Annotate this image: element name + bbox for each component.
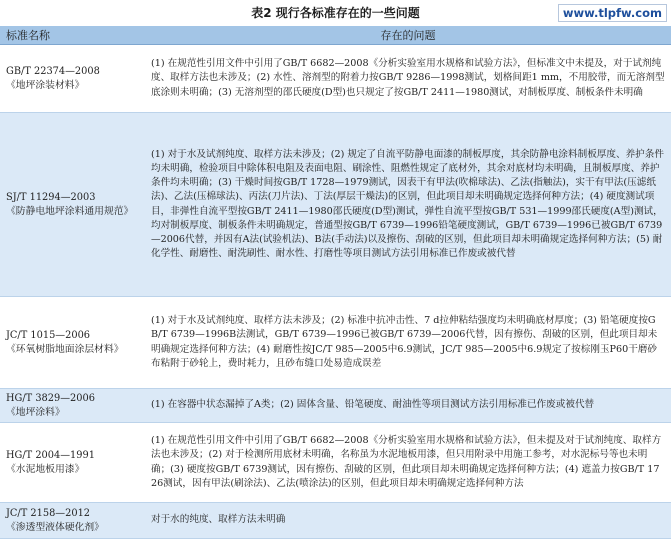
issues-cell: (1) 对于水及试剂纯度、取样方法未涉及；(2) 规定了自流平防静电面漆的制板厚度，其余防静电涂料制板厚度、养护条件均未明确，检验项目中除体积电阻及表面电阻、刷涂性、阻燃性规定了底材外，其余对底材均未明确，且制板厚度、养护条件均未明确；(3) 干燥时间按GB/T 1728—1979测试，因表干有甲法(吹棉球法)、乙法(指触法)，实干有甲法(压滤纸法)、乙法(压棉球法)、丙法(刀片法)、丁法(厚层干燥法)的区别，但此项目却未明确规定选择何种方法；(4) 硬度测试项目，非弹性自流平型按GB/T 2411—1980邵氏硬度(D型)测试，弹性自流平型按GB/T 531—1999邵氏硬度(A型)测试，均对制板厚度、制板条件未明确规定，普通型按GB/T 6739—1996铅笔硬度测试，GB/T 6739—1996已被GB/T 6739—2006代替，并因有A法(试验机法)、B法(手动法)以及擦伤、刮破的区别，但此项目却未明确规定选择何种方法；(5) 耐化学性、耐磨性、耐洗刷性、耐水性、打磨性等项目测试方法引用标准已作废或被代替 (145, 113, 671, 297)
table-row (0, 45, 671, 113)
table-caption: 表2 现行各标准存在的一些问题 (251, 6, 420, 20)
standard-code: GB/T 22374—2008 (6, 65, 100, 77)
table-row (0, 113, 671, 297)
standard-name-cell (0, 113, 145, 297)
header-issues: 存在的问题 (145, 26, 671, 45)
standard-title: 《地坪涂料》 (6, 406, 65, 418)
table-row (0, 503, 671, 539)
standard-title: 《渗透型液体硬化剂》 (6, 521, 104, 533)
issues-cell: (1) 在规范性引用文件中引用了GB/T 6682—2008《分析实验室用水规格和试验方法》，但未提及对于试剂纯度、取样方法也未涉及；(2) 对于检测所用底材未明确，名称虽为水泥地板用漆，但只用附录中用施工参考，对水泥标号等也未明确；(3) 硬度按GB/T 6739测试，因有擦伤、刮破的区别，但此项目却未明确规定选择何种方法；(4) 遮盖力按GB/T 1726测试，因有甲法(刷涂法)、乙法(喷涂法)的区别，但此项目却未明确规定选择何种方法 (145, 423, 671, 503)
standard-code: HG/T 3829—2006 (6, 392, 95, 404)
issues-cell: 对于水的纯度、取样方法未明确 (145, 503, 671, 539)
issues-cell: (1) 在容器中状态漏掉了A类；(2) 固体含量、铅笔硬度、耐油性等项目测试方法引用标准已作废或被代替 (145, 389, 671, 423)
standard-code: JC/T 2158—2012 (6, 507, 91, 519)
standard-code: JC/T 1015—2006 (6, 329, 91, 341)
table-row (0, 423, 671, 503)
table-row (0, 297, 671, 389)
standards-issues-table (0, 26, 671, 539)
site-watermark: www.tlpfw.com (558, 4, 667, 22)
standard-title: 《防静电地坪涂料通用规范》 (6, 205, 134, 217)
table-header-row (0, 26, 671, 45)
standard-name-cell (0, 503, 145, 539)
issues-cell: (1) 对于水及试剂纯度、取样方法未涉及；(2) 标准中抗冲击性、7 d拉伸粘结强度均未明确底材厚度；(3) 铅笔硬度按GB/T 6739—1996B法测试，GB/T 6739—1996已被GB/T 6739—2006代替，因有擦伤、刮破的区别，但此项目却未明确规定选择何种方法；(4) 耐磨性按JC/T 985—2005中6.9测试，JC/T 985—2005中6.9规定了按棕刚玉P60干磨砂布粘附于砂轮上，费时耗力，且砂布缝口处易造成误差 (145, 297, 671, 389)
table-row (0, 389, 671, 423)
standard-title: 《水泥地板用漆》 (6, 463, 85, 475)
issues-cell: (1) 在规范性引用文件中引用了GB/T 6682—2008《分析实验室用水规格和试验方法》，但标准文中未提及，对于试剂纯度、取样方法也未涉及；(2) 水性、溶剂型的附着力按GB/T 9286—1998测试，划格间距1 mm，不用胶带，而无溶剂型底涂则未明确；(3) 无溶剂型的邵氏硬度(D型)也只规定了按GB/T 2411—1980测试，对制板厚度、制板条件未明确 (145, 45, 671, 113)
standard-code: SJ/T 11294—2003 (6, 191, 96, 203)
standard-name-cell (0, 45, 145, 113)
standard-code: HG/T 2004—1991 (6, 449, 95, 461)
table-caption-bar (0, 0, 671, 26)
standard-title: 《环氧树脂地面涂层材料》 (6, 343, 124, 355)
standard-name-cell (0, 297, 145, 389)
header-standard-name: 标准名称 (0, 26, 145, 45)
standard-name-cell (0, 389, 145, 423)
standard-name-cell (0, 423, 145, 503)
standard-title: 《地坪涂装材料》 (6, 79, 85, 91)
